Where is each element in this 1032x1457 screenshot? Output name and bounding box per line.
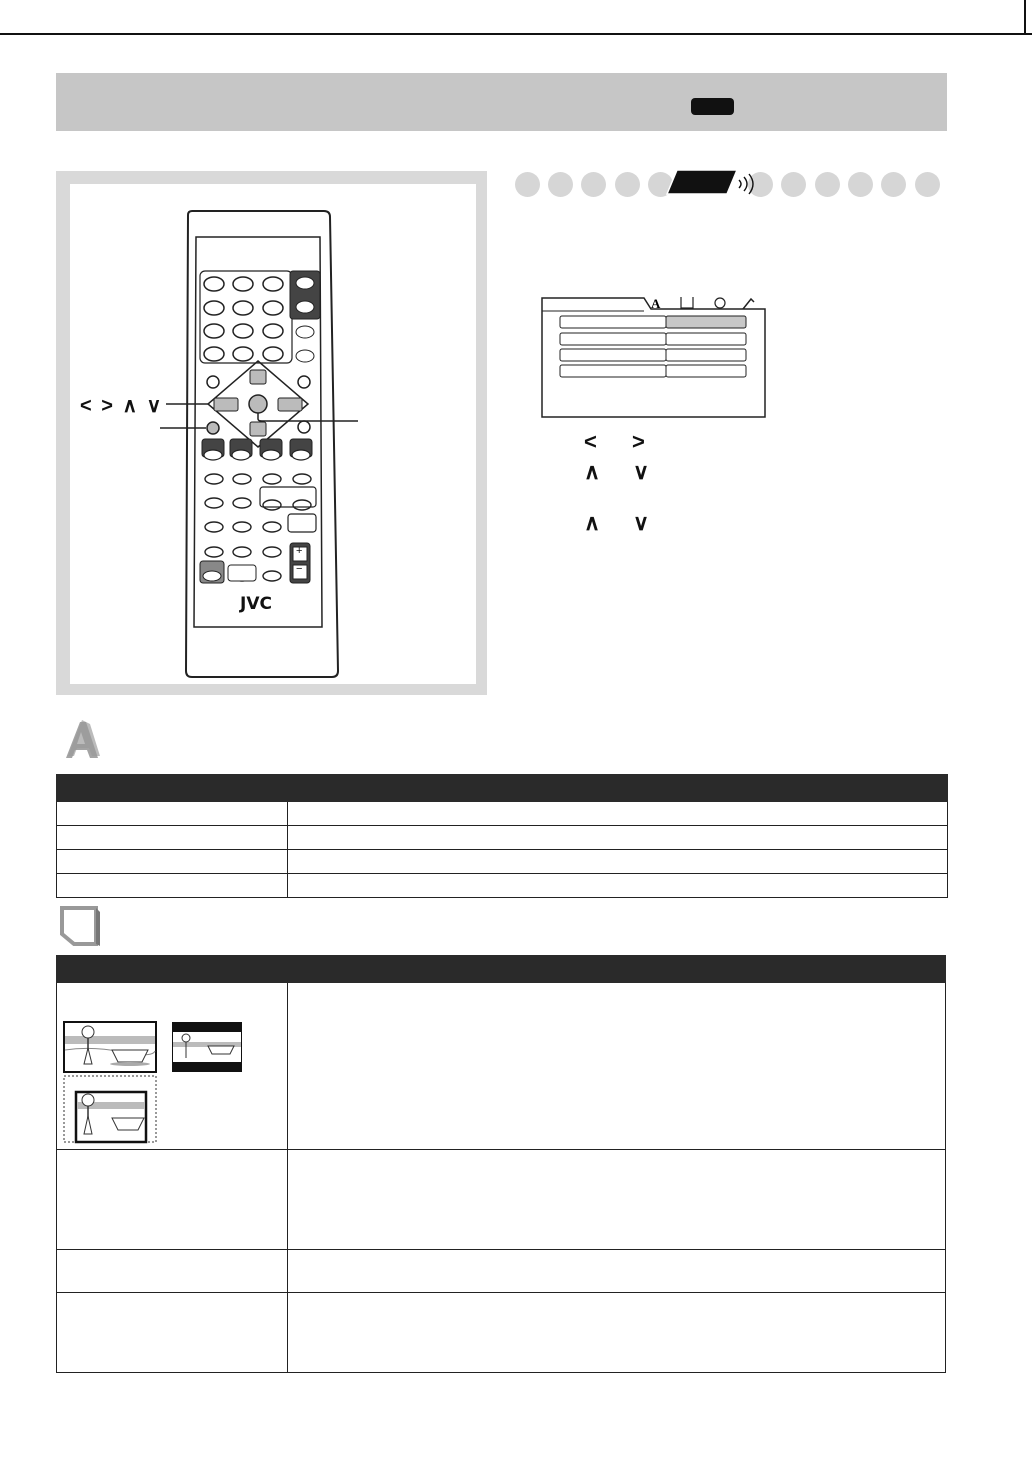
key-5 xyxy=(233,301,253,315)
pan-scan-image xyxy=(64,1076,156,1142)
nav-arrows-label: < > ∧ ∨ xyxy=(80,395,164,417)
setting-key xyxy=(207,422,219,434)
key-8 xyxy=(233,324,253,338)
step-down-arrow: ∨ xyxy=(633,459,650,484)
cursor-right-key xyxy=(278,398,302,411)
volume-minus-label: − xyxy=(296,563,303,575)
remote-control-drawing xyxy=(56,171,487,695)
step-right-arrow: > xyxy=(632,429,645,454)
step-up-arrow: ∧ xyxy=(584,459,601,484)
remote-only-icon xyxy=(665,166,760,202)
key-10 xyxy=(204,347,224,361)
audio-tab-icon xyxy=(715,298,725,308)
enter-key xyxy=(249,395,267,413)
cursor-left-key xyxy=(214,398,238,411)
step-up-arrow-2: ∧ xyxy=(584,510,601,535)
language-section-icon xyxy=(60,718,104,760)
step-left-arrow: < xyxy=(584,429,597,454)
table-row xyxy=(57,826,948,850)
key-6 xyxy=(263,301,283,315)
setup-menu-screen xyxy=(541,297,767,418)
jvc-brand-logo: JVC xyxy=(240,594,272,614)
table-row xyxy=(57,874,948,898)
language-table-header-item xyxy=(57,775,288,802)
disc-type-badge xyxy=(691,98,734,115)
volume-plus-label: + xyxy=(296,545,303,557)
key-9 xyxy=(263,324,283,338)
letterbox-image xyxy=(172,1022,242,1072)
table-row xyxy=(57,1293,946,1373)
picture-table-header-item xyxy=(57,956,288,983)
key-0 xyxy=(233,347,253,361)
key-4 xyxy=(204,301,224,315)
cursor-up-key xyxy=(250,370,266,384)
key-1 xyxy=(204,277,224,291)
monitor-type-illustrations xyxy=(62,1018,246,1146)
key-3 xyxy=(263,277,283,291)
picture-section-icon xyxy=(60,904,102,946)
language-settings-table xyxy=(56,774,948,898)
key-2 xyxy=(233,277,253,291)
step-down-arrow-2: ∨ xyxy=(633,510,650,535)
key-plus10 xyxy=(263,347,283,361)
table-row xyxy=(57,850,948,874)
top-rule-corner xyxy=(1024,0,1026,35)
key-7 xyxy=(204,324,224,338)
table-row xyxy=(57,1150,946,1250)
table-row xyxy=(57,802,948,826)
cursor-down-key xyxy=(250,422,266,436)
section-banner xyxy=(56,73,947,131)
picture-tab-icon xyxy=(681,297,693,308)
table-row xyxy=(57,1250,946,1293)
language-tab-icon: A xyxy=(651,297,661,311)
wide-screen-image xyxy=(64,1022,156,1072)
language-table-header-contents xyxy=(288,775,948,802)
others-tab-icon xyxy=(743,299,754,309)
top-rule xyxy=(0,33,1032,35)
picture-table-header-contents xyxy=(288,956,946,983)
